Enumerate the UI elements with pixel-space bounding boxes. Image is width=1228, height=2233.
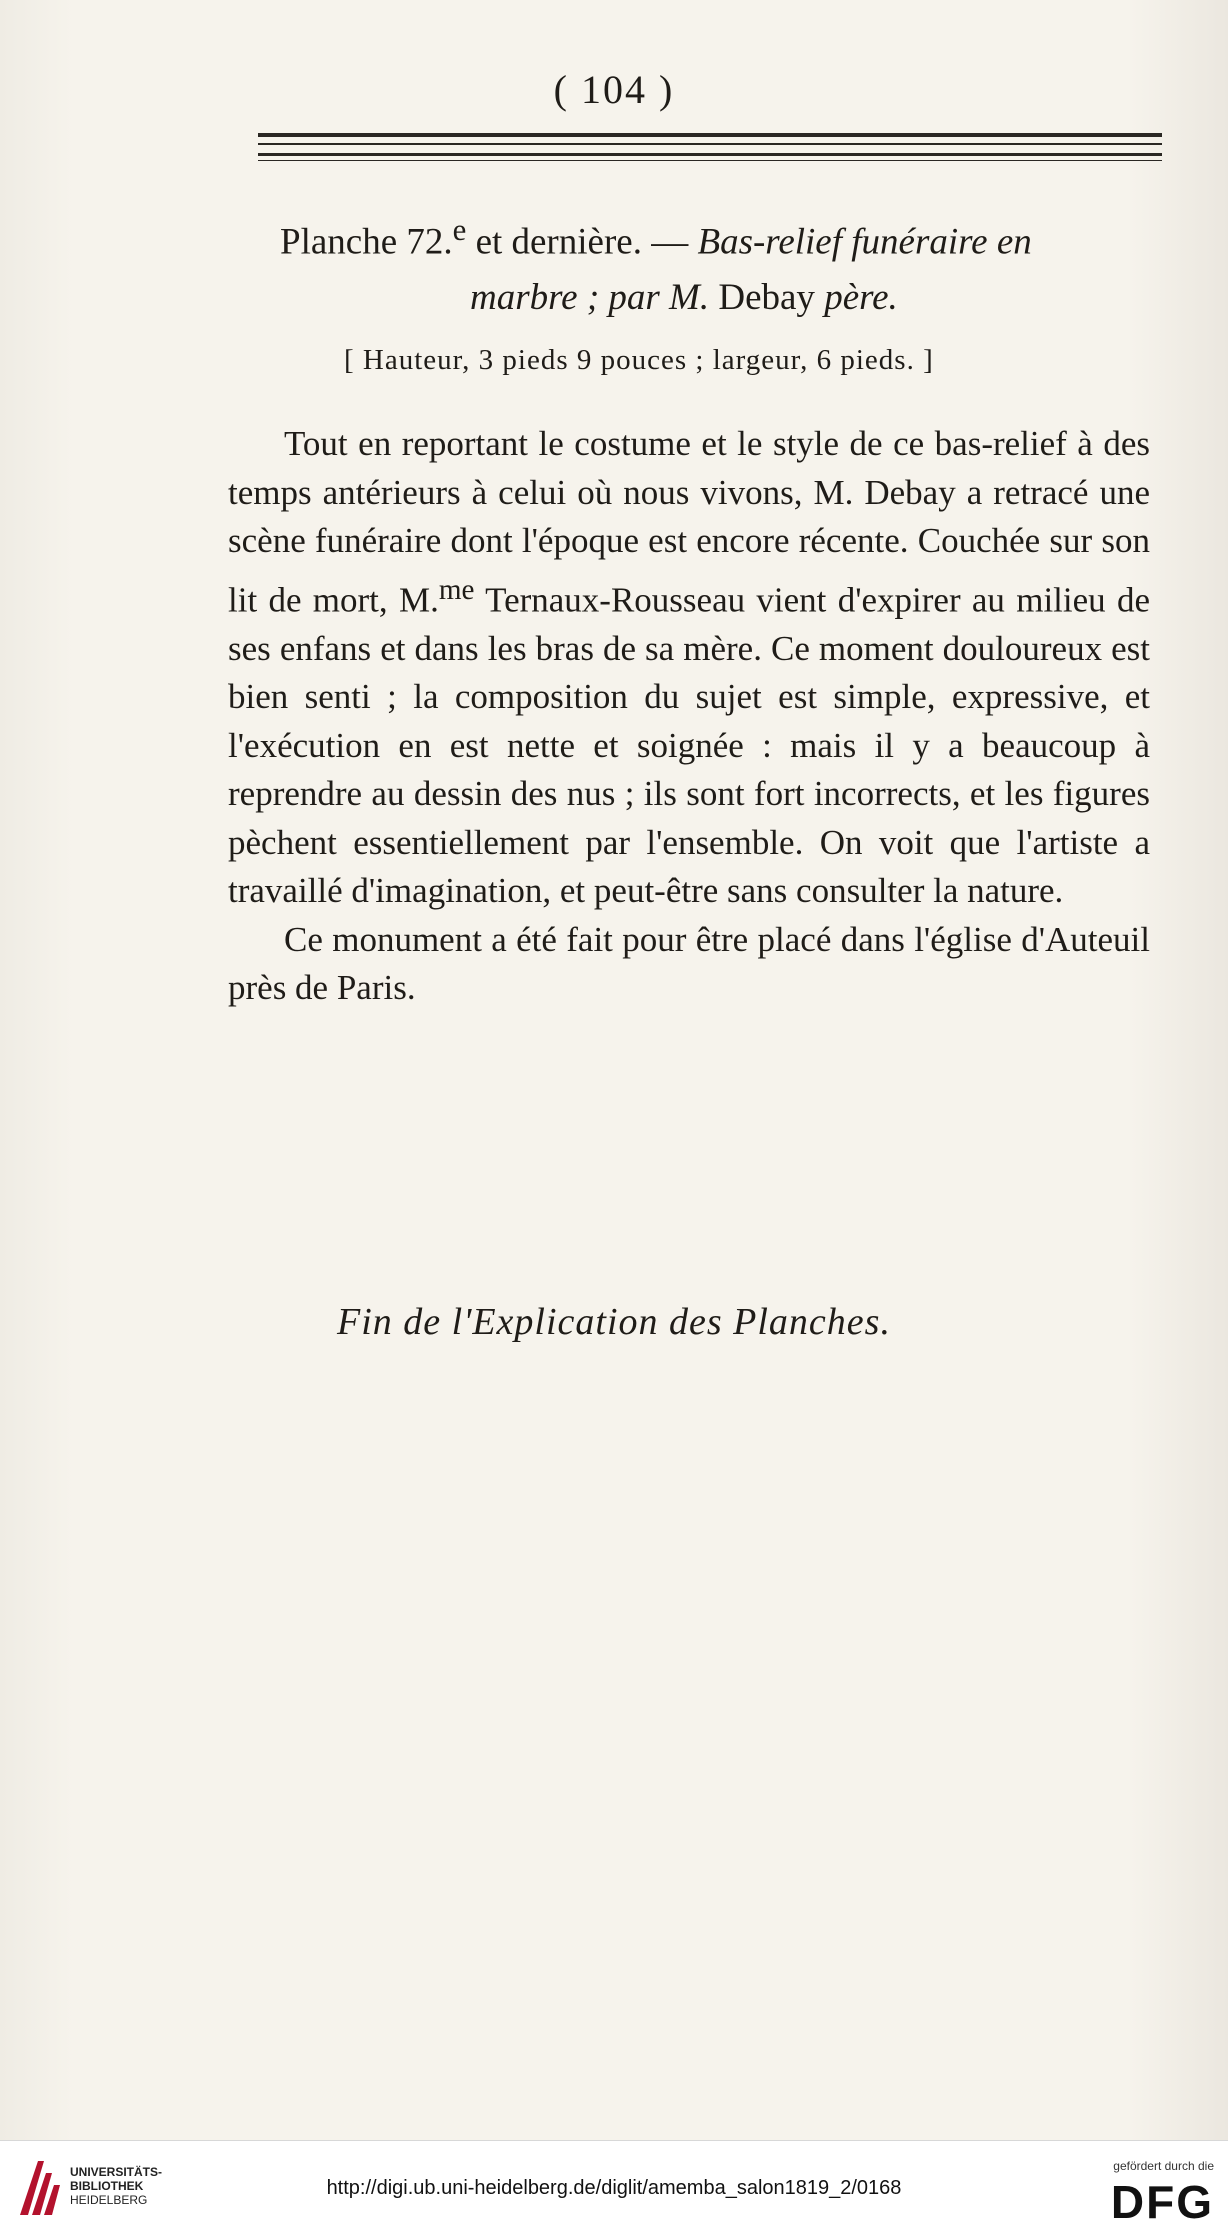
library-name: UNIVERSITÄTS- BIBLIOTHEK HEIDELBERG: [70, 2165, 163, 2207]
paragraph: Ce monument a été fait pour être placé dans l'église d'Auteuil près de Paris.: [228, 919, 1150, 1008]
header-rule: [258, 143, 1162, 145]
dimensions-note: [ Hauteur, 3 pieds 9 pouces ; largeur, 6 pieds. ]: [344, 344, 934, 376]
funder-note: gefördert durch die: [1113, 2159, 1214, 2173]
closing-line: Fin de l'Explication des Planches.: [337, 1301, 891, 1343]
paragraph: Tout en reportant le costume et le style de ce bas-relief à des temps antérieurs à celui où nous vivons, M. Debay a retracé une scène funéraire dont l'époque est encore récente. Couchée sur son lit de mort, M.$^{me}$ Ternaux-Rousseau vient d'expirer au milieu de ses enfans et dans les bras de sa mère. Ce moment douloureux est bien senti ; la composition du sujet est simple, expressive, et l'exécution en est nette et soignée : mais il y a beaucoup à reprendre au dessin des nus ; ils sont fort incorrects, et les figures pèchent essentiellement par l'ensemble. On voit que l'artiste a travaillé d'imagination, et peut-être sans consulter la nature.: [228, 424, 1151, 911]
page-number: ( 104 ): [553, 67, 675, 112]
header-rule: [258, 160, 1162, 161]
permalink-url[interactable]: http://digi.ub.uni-heidelberg.de/diglit/amemba_salon1819_2/0168: [326, 2177, 902, 2199]
body-text: [228, 420, 1150, 1013]
header-rule: [258, 153, 1162, 156]
header-rule: [258, 133, 1162, 137]
footer-bar: [0, 2140, 1228, 2233]
plate-heading: Planche 72.$^e$ et dernière. — Bas-relief funéraire en marbre ; par M. Debay père.: [280, 213, 1032, 319]
funder-logo: DFG: [1110, 2176, 1214, 2228]
